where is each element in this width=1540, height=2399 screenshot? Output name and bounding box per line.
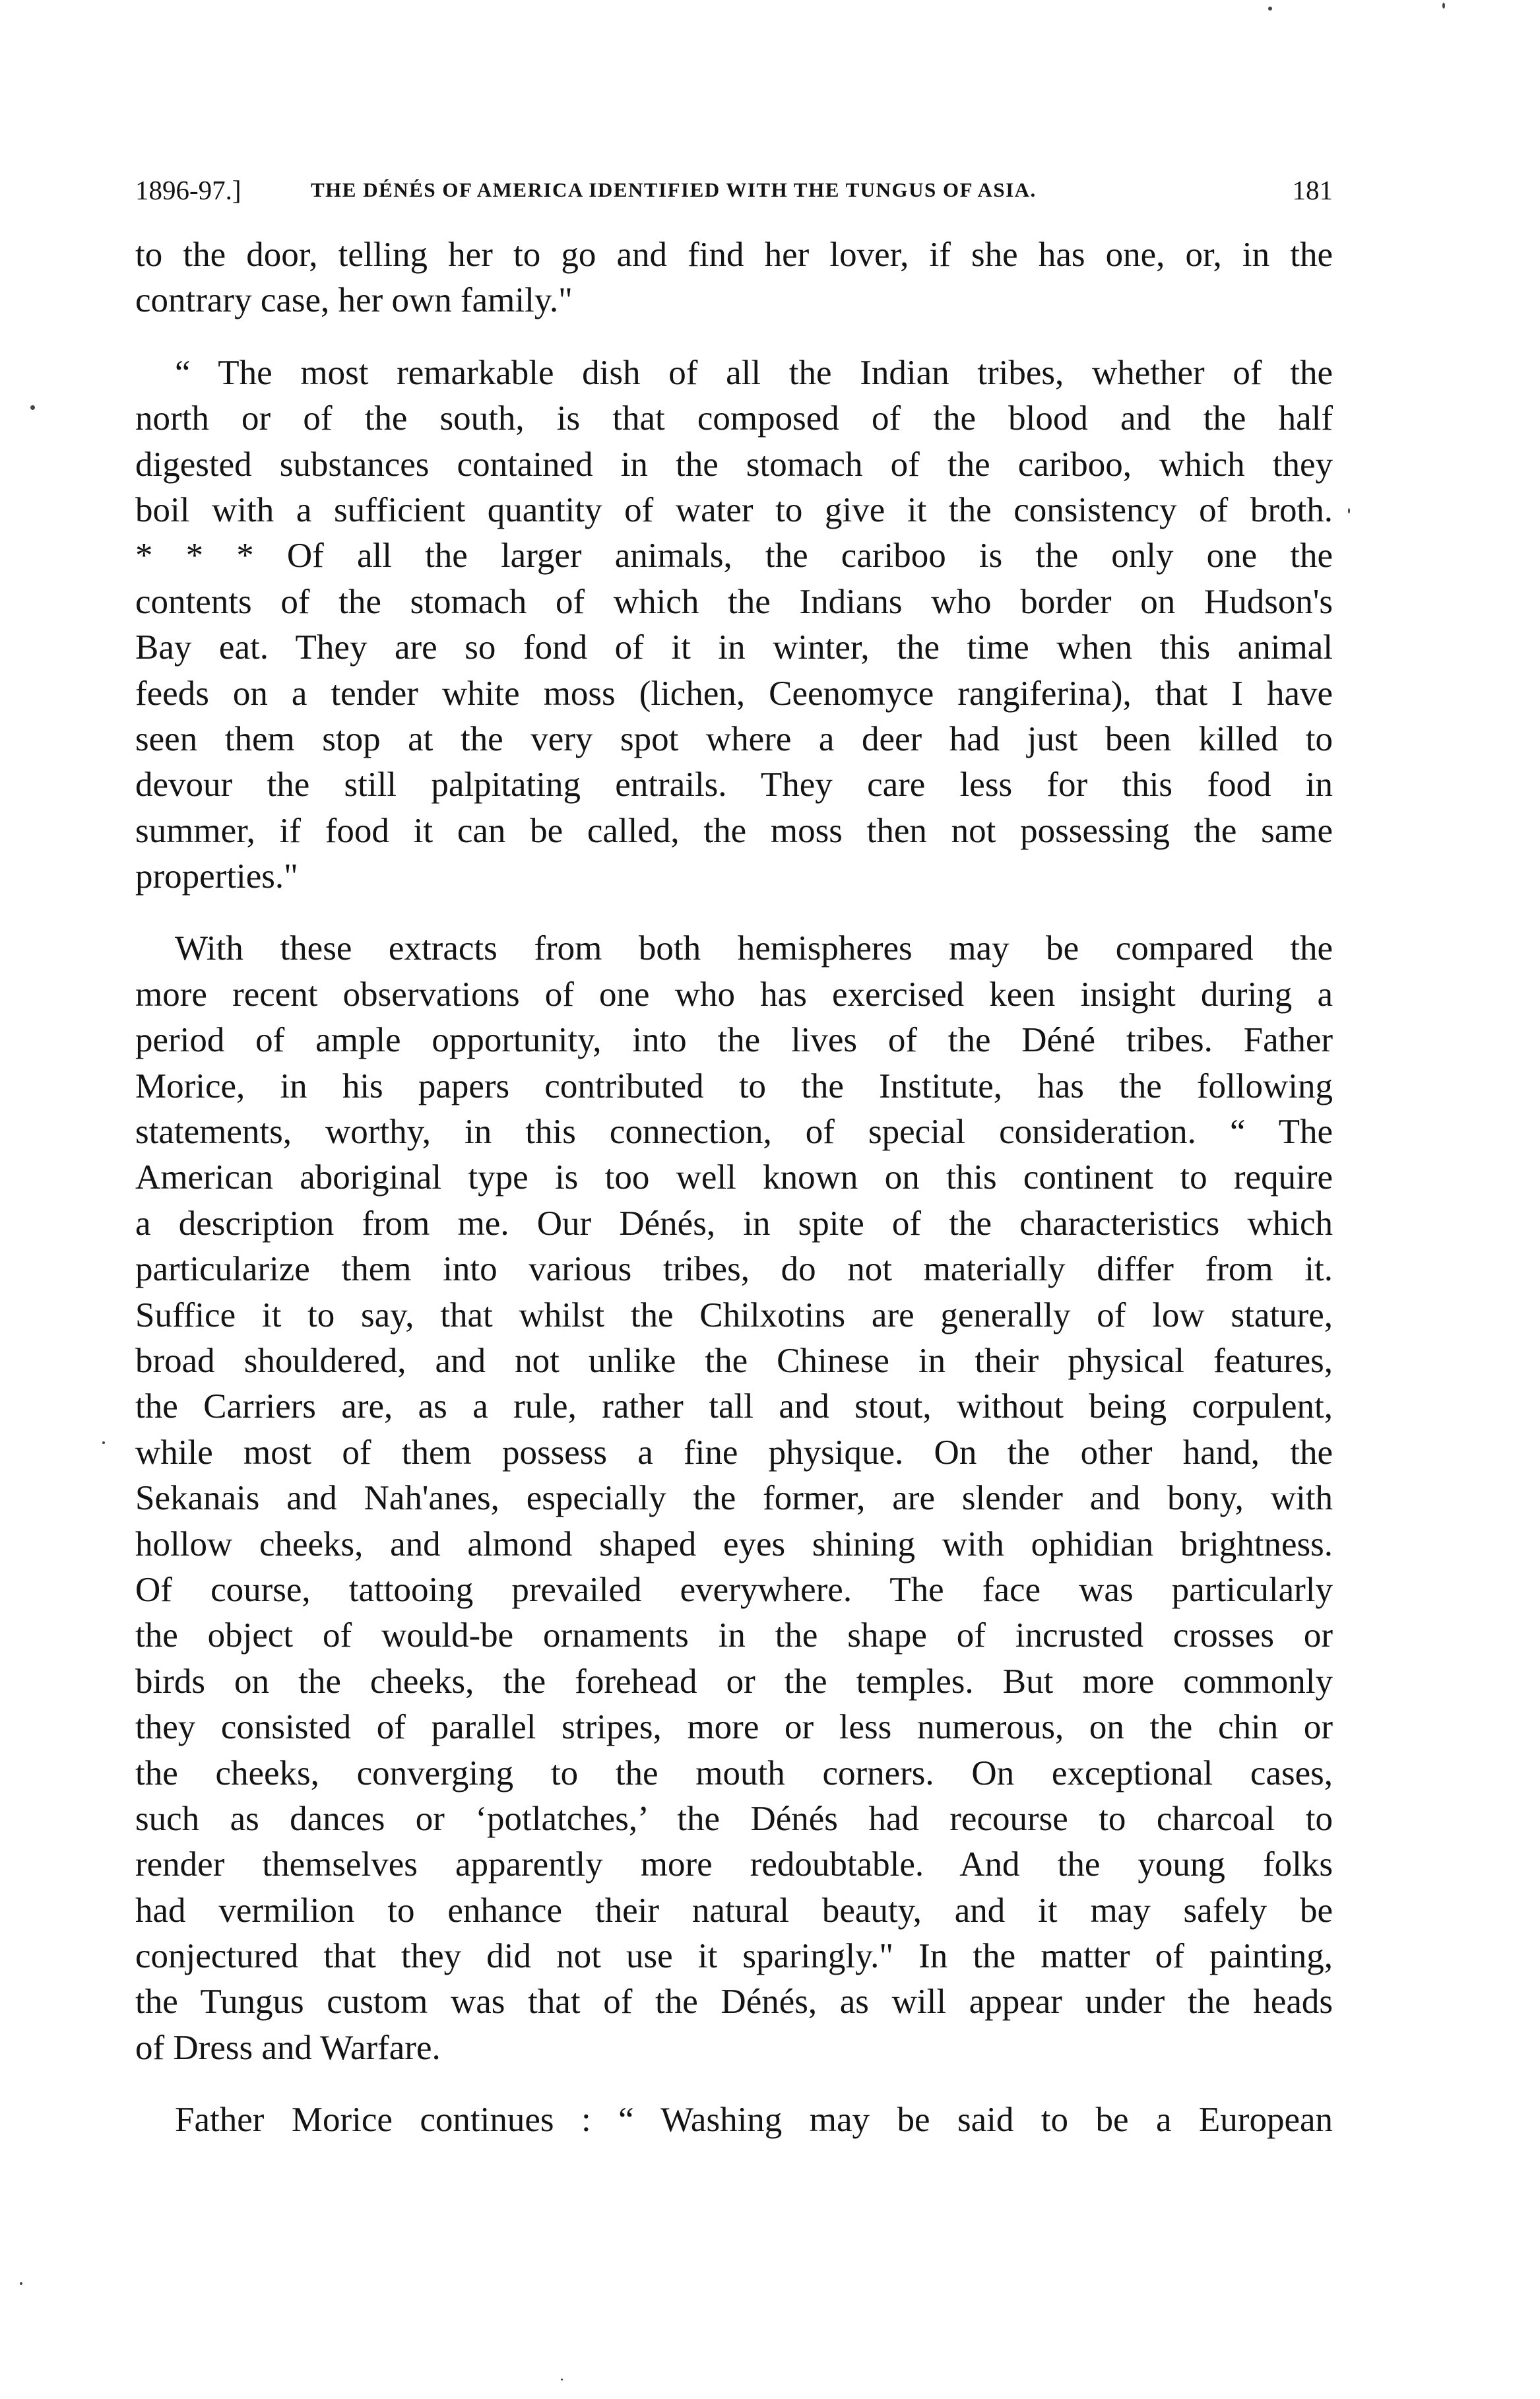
text-line: they consisted of parallel stripes, more or less numerous, on the chin or (135, 1708, 1333, 1747)
text-line: while most of them possess a fine physique. On the other hand, the (135, 1433, 1333, 1472)
text-line: render themselves apparently more redoubtable. And the young folks (135, 1845, 1333, 1884)
paragraph-4 (135, 2097, 1333, 2143)
text-line: the Tungus custom was that of the Dénés, as will appear under the heads (135, 1983, 1333, 2021)
text-line: conjectured that they did not use it sparingly." In the matter of painting, (135, 1937, 1333, 1976)
text-line: hollow cheeks, and almond shaped eyes shining with ophidian brightness. (135, 1525, 1333, 1563)
text-line: * * * Of all the larger animals, the cariboo is the only one the (135, 537, 1333, 575)
text-line: properties." (135, 857, 298, 896)
scan-speck (561, 2379, 563, 2381)
scan-speck (30, 405, 35, 410)
text-line: Sekanais and Nah'anes, especially the former, are slender and bony, with (135, 1479, 1333, 1518)
scan-speck (102, 1441, 105, 1444)
text-line: seen them stop at the very spot where a deer had just been killed to (135, 719, 1333, 758)
scan-speck (20, 2282, 22, 2285)
text-line: “ The most remarkable dish of all the Indian tribes, whether of the (175, 353, 1333, 392)
text-line: devour the still palpitating entrails. They care less for this food in (135, 766, 1333, 805)
text-line: period of ample opportunity, into the lives of the Déné tribes. Father (135, 1021, 1333, 1060)
paragraph-1 (135, 232, 1333, 324)
page-number: 181 (1292, 175, 1333, 205)
running-head-year: 1896-97.] (135, 175, 241, 205)
text-line: With these extracts from both hemispheres may be compared the (175, 929, 1333, 968)
text-line: birds on the cheeks, the forehead or the temples. But more commonly (135, 1662, 1333, 1701)
body-text (135, 232, 1333, 2144)
text-line: Bay eat. They are so fond of it in winter, the time when this animal (135, 628, 1333, 667)
scan-speck (1268, 7, 1272, 11)
text-line: summer, if food it can be called, the moss then not possessing the same (135, 811, 1333, 850)
text-line: contrary case, her own family." (135, 281, 573, 320)
text-line: Suffice it to say, that whilst the Chilxotins are generally of low stature, (135, 1296, 1333, 1334)
text-line: the object of would-be ornaments in the shape of incrusted crosses or (135, 1616, 1333, 1655)
text-line: the Carriers are, as a rule, rather tall and stout, without being corpulent, (135, 1387, 1333, 1426)
text-line: contents of the stomach of which the Indians who border on Hudson's (135, 582, 1333, 621)
text-line: Morice, in his papers contributed to the Institute, has the following (135, 1067, 1333, 1105)
text-line: Father Morice continues : “ Washing may be said to be a European (175, 2101, 1333, 2140)
text-line: a description from me. Our Dénés, in spite of the characteristics which (135, 1204, 1333, 1243)
scan-speck (1442, 3, 1445, 9)
text-line: north or of the south, is that composed of the blood and the half (135, 399, 1333, 438)
text-line: feeds on a tender white moss (lichen, Ceenomyce rangiferina), that I have (135, 674, 1333, 713)
text-line: Of course, tattooing prevailed everywhere. The face was particularly (135, 1570, 1333, 1609)
text-line: of Dress and Warfare. (135, 2028, 441, 2067)
text-line: such as dances or ‘potlatches,’ the Dénés had recourse to charcoal to (135, 1799, 1333, 1838)
text-line: more recent observations of one who has exercised keen insight during a (135, 975, 1333, 1014)
paragraph-3 (135, 926, 1333, 2071)
text-line: American aboriginal type is too well known on this continent to require (135, 1158, 1333, 1197)
text-line: broad shouldered, and not unlike the Chinese in their physical features, (135, 1341, 1333, 1380)
running-head-title: THE DÉNÉS OF AMERICA IDENTIFIED WITH THE TUNGUS OF ASIA. (311, 178, 1037, 201)
paragraph-2 (135, 350, 1333, 900)
text-line: statements, worthy, in this connection, of special consideration. “ The (135, 1113, 1333, 1152)
scan-speck (1348, 508, 1350, 513)
running-head (135, 170, 1333, 210)
text-line: to the door, telling her to go and find her lover, if she has one, or, in the (135, 236, 1333, 274)
text-line: boil with a sufficient quantity of water to give it the consistency of broth. (135, 490, 1333, 529)
text-line: had vermilion to enhance their natural beauty, and it may safely be (135, 1891, 1333, 1930)
text-line: particularize them into various tribes, do not materially differ from it. (135, 1250, 1333, 1289)
text-line: digested substances contained in the stomach of the cariboo, which they (135, 445, 1333, 484)
text-line: the cheeks, converging to the mouth corners. On exceptional cases, (135, 1754, 1333, 1792)
